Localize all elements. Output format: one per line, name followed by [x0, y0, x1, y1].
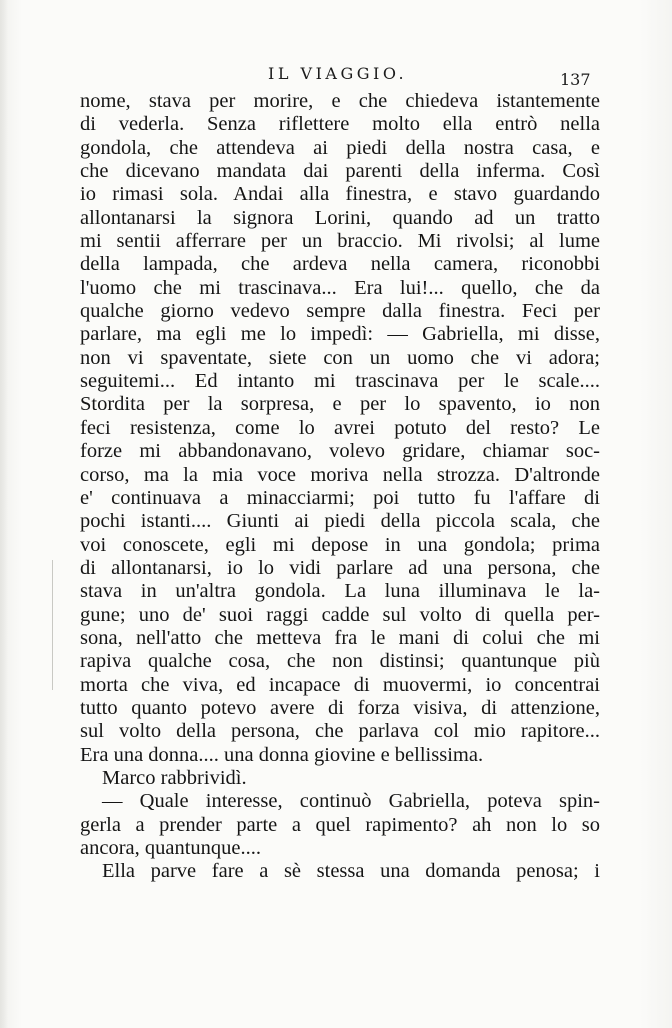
text-line: morta che viva, ed incapace di muovermi, io concentrai: [80, 673, 600, 696]
text-line: non vi spaventate, siete con un uomo che vi adora;: [80, 346, 600, 369]
text-line: Era una donna.... una donna giovine e bellissima.: [80, 743, 484, 766]
text-line: parlare, ma egli me lo impedì: — Gabriella, mi disse,: [80, 323, 600, 346]
text-line: gerla a prender parte a quel rapimento? ah non lo so: [80, 813, 600, 836]
text-line: mi sentii afferrare per un braccio. Mi rivolsi; al lume: [80, 230, 600, 253]
text-line: Stordita per la sorpresa, e per lo spavento, io non: [80, 393, 600, 416]
text-line: ancora, quantunque....: [80, 837, 262, 859]
text-line: voi conoscete, egli mi depose in una gondola; prima: [80, 533, 600, 556]
text-line: di allontanarsi, io lo vidi parlare ad una persona, che: [80, 556, 600, 579]
text-line: Marco rabbrividì.: [102, 766, 247, 789]
text-line: forze mi abbandonavano, volevo gridare, chiamar soc-: [80, 440, 600, 463]
text-line: e' continuava a minacciarmi; poi tutto fu l'affare di: [80, 486, 600, 509]
text-line: nome, stava per morire, e che chiedeva istantemente: [80, 90, 600, 112]
text-line: di vederla. Senza riflettere molto ella entrò nella: [80, 113, 600, 136]
text-line: della lampada, che ardeva nella camera, riconobbi: [80, 253, 600, 276]
text-line: sul volto della persona, che parlava col mio rapitore...: [80, 720, 600, 743]
text-line: feci resistenza, come lo avrei potuto del resto? Le: [80, 416, 600, 439]
text-line: rapiva qualche cosa, che non distinsi; quantunque più: [80, 650, 600, 673]
running-title: IL VIAGGIO.: [268, 64, 408, 83]
text-line: che dicevano mandata dai parenti della inferma. Così: [80, 160, 600, 183]
text-line: sona, nell'atto che metteva fra le mani di colui che mi: [80, 626, 600, 649]
text-line: corso, ma la mia voce moriva nella strozza. D'altronde: [80, 463, 600, 486]
body-text: [80, 90, 600, 884]
text-line: pochi istanti.... Giunti ai piedi della piccola scala, che: [80, 510, 600, 533]
text-line: l'uomo che mi trascinava... Era lui!... quello, che da: [80, 276, 600, 299]
text-line: — Quale interesse, continuò Gabriella, poteva spin-: [102, 790, 600, 813]
text-line: stava in un'altra gondola. La luna illuminava le la-: [80, 580, 600, 603]
text-line: seguitemi... Ed intanto mi trascinava per le scale....: [80, 370, 600, 393]
text-line: io rimasi sola. Andai alla finestra, e stavo guardando: [80, 183, 600, 206]
text-line: gondola, che attendeva ai piedi della nostra casa, e: [80, 136, 600, 159]
margin-mark: [52, 560, 53, 690]
page-edge-shadow: [0, 0, 8, 1028]
page-number: 137: [560, 70, 591, 89]
text-line: gune; uno de' suoi raggi cadde sul volto di quella per-: [80, 603, 600, 626]
text-line: qualche giorno vedevo sempre dalla finestra. Feci per: [80, 300, 600, 323]
text-line: tutto quanto potevo avere di forza visiva, di attenzione,: [80, 696, 600, 719]
text-line: Ella parve fare a sè stessa una domanda penosa; i: [102, 860, 600, 883]
text-line: allontanarsi la signora Lorini, quando ad un tratto: [80, 206, 600, 229]
